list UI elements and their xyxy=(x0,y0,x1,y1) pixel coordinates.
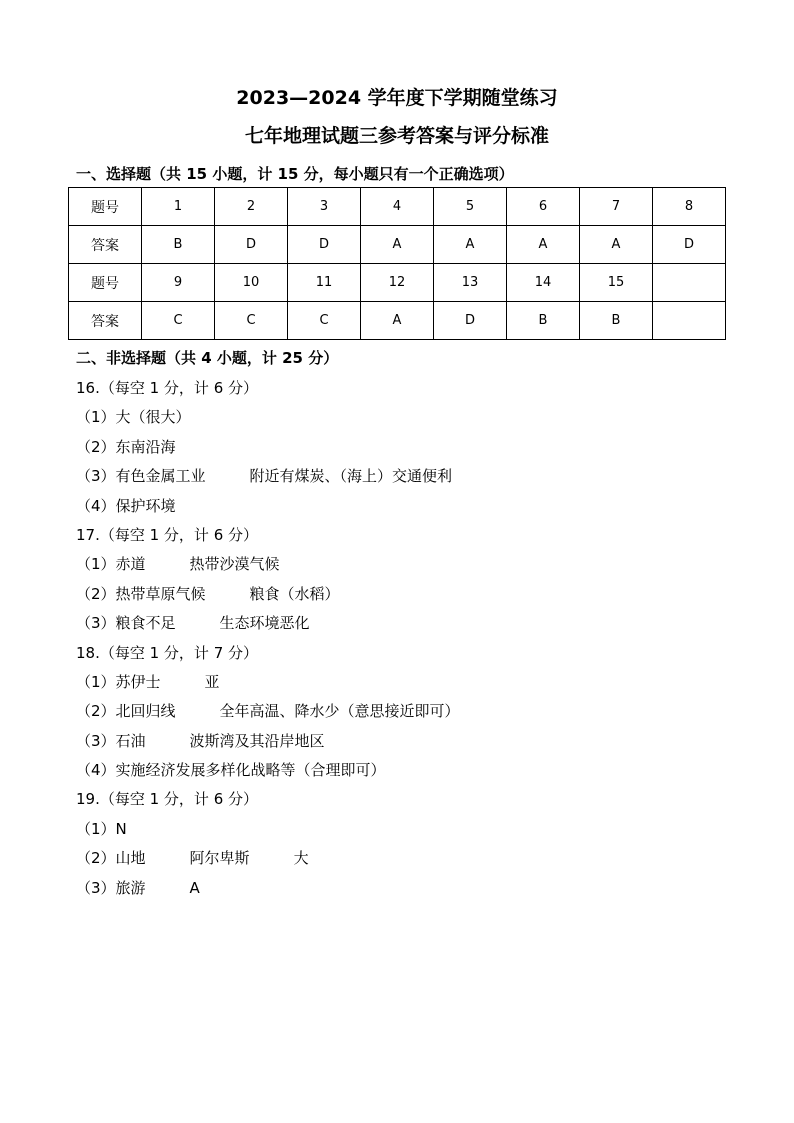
table-cell: D xyxy=(653,226,726,264)
table-cell: 10 xyxy=(215,264,288,302)
table-cell: 9 xyxy=(142,264,215,302)
answer-text: （2）北回归线 xyxy=(76,702,176,721)
answer-text: A xyxy=(189,878,200,897)
table-cell: 3 xyxy=(288,188,361,226)
answer-text: 亚 xyxy=(204,672,220,691)
answer-text: 大 xyxy=(293,849,309,868)
table-row-label: 题号 xyxy=(69,188,142,226)
answer-line xyxy=(76,525,460,554)
table-answer-row xyxy=(69,226,726,264)
table-cell: A xyxy=(361,226,434,264)
table-cell: 7 xyxy=(580,188,653,226)
answer-line xyxy=(76,437,460,466)
table-cell: D xyxy=(288,226,361,264)
table-cell: 12 xyxy=(361,264,434,302)
answer-text: （1）大（很大） xyxy=(76,408,191,427)
answer-text: 全年高温、降水少（意思接近即可） xyxy=(219,702,460,721)
answer-text: 19.（每空 1 分，计 6 分） xyxy=(76,790,259,809)
answer-line xyxy=(76,819,460,848)
table-row-label: 答案 xyxy=(69,302,142,340)
answer-text: （3）有色金属工业 xyxy=(76,467,206,486)
table-cell: 4 xyxy=(361,188,434,226)
table-cell: C xyxy=(142,302,215,340)
table-cell: 2 xyxy=(215,188,288,226)
answer-line xyxy=(76,848,460,877)
table-cell: 6 xyxy=(507,188,580,226)
table-question-row xyxy=(69,264,726,302)
document-title: 2023—2024 学年度下学期随堂练习 xyxy=(236,87,558,109)
answer-text: 粮食（水稻） xyxy=(249,584,340,603)
answer-text: （3）粮食不足 xyxy=(76,614,176,633)
answer-text: 附近有煤炭、（海上）交通便利 xyxy=(249,467,453,486)
answer-line xyxy=(76,701,460,730)
answer-line xyxy=(76,672,460,701)
answer-text: 热带沙漠气候 xyxy=(189,555,280,574)
section-heading-nonchoice: 二、非选择题（共 4 小题，计 25 分） xyxy=(76,349,339,367)
answer-text: （2）热带草原气候 xyxy=(76,584,206,603)
answer-text: 阿尔卑斯 xyxy=(189,849,250,868)
answer-text: 生态环境恶化 xyxy=(219,614,310,633)
table-cell: B xyxy=(142,226,215,264)
answer-line xyxy=(76,878,460,907)
table-cell: 15 xyxy=(580,264,653,302)
table-cell xyxy=(653,264,726,302)
answer-line xyxy=(76,407,460,436)
answer-text: （4）实施经济发展多样化战略等（合理即可） xyxy=(76,761,386,780)
table-cell: 1 xyxy=(142,188,215,226)
table-row-label: 答案 xyxy=(69,226,142,264)
answer-text: 18.（每空 1 分，计 7 分） xyxy=(76,643,259,662)
answer-text: （1）N xyxy=(76,819,127,838)
table-cell: D xyxy=(215,226,288,264)
answer-line xyxy=(76,731,460,760)
section-heading-choice: 一、选择题（共 15 小题，计 15 分，每小题只有一个正确选项） xyxy=(76,165,514,183)
table-cell: B xyxy=(580,302,653,340)
answer-text: 17.（每空 1 分，计 6 分） xyxy=(76,525,259,544)
table-answer-row xyxy=(69,302,726,340)
table-cell: D xyxy=(434,302,507,340)
answer-text: （3）石油 xyxy=(76,731,146,750)
document-subtitle: 七年地理试题三参考答案与评分标准 xyxy=(244,125,549,147)
answer-line xyxy=(76,789,460,818)
answer-text: 16.（每空 1 分，计 6 分） xyxy=(76,379,259,397)
table-cell: 8 xyxy=(653,188,726,226)
table-cell: A xyxy=(580,226,653,264)
table-cell: 5 xyxy=(434,188,507,226)
answer-lines xyxy=(76,378,460,907)
answer-line xyxy=(76,643,460,672)
answer-text: （4）保护环境 xyxy=(76,496,176,515)
table-cell: B xyxy=(507,302,580,340)
table-question-row xyxy=(69,188,726,226)
answer-line xyxy=(76,466,460,495)
answer-text: 波斯湾及其沿岸地区 xyxy=(189,731,325,750)
answer-line xyxy=(76,496,460,525)
table-cell: 11 xyxy=(288,264,361,302)
table-cell xyxy=(653,302,726,340)
table-cell: C xyxy=(215,302,288,340)
answer-line xyxy=(76,613,460,642)
table-cell: 14 xyxy=(507,264,580,302)
answer-text: （2）山地 xyxy=(76,849,146,868)
table-cell: A xyxy=(507,226,580,264)
answer-text: （1）赤道 xyxy=(76,555,146,574)
table-cell: 13 xyxy=(434,264,507,302)
answer-line xyxy=(76,378,460,407)
table-cell: A xyxy=(434,226,507,264)
answer-line xyxy=(76,584,460,613)
answer-line xyxy=(76,554,460,583)
answer-text: （1）苏伊士 xyxy=(76,672,161,691)
answer-text: （2）东南沿海 xyxy=(76,437,176,456)
answer-line xyxy=(76,760,460,789)
answer-table xyxy=(68,187,726,340)
table-row-label: 题号 xyxy=(69,264,142,302)
table-cell: C xyxy=(288,302,361,340)
table-cell: A xyxy=(361,302,434,340)
answer-text: （3）旅游 xyxy=(76,878,146,897)
